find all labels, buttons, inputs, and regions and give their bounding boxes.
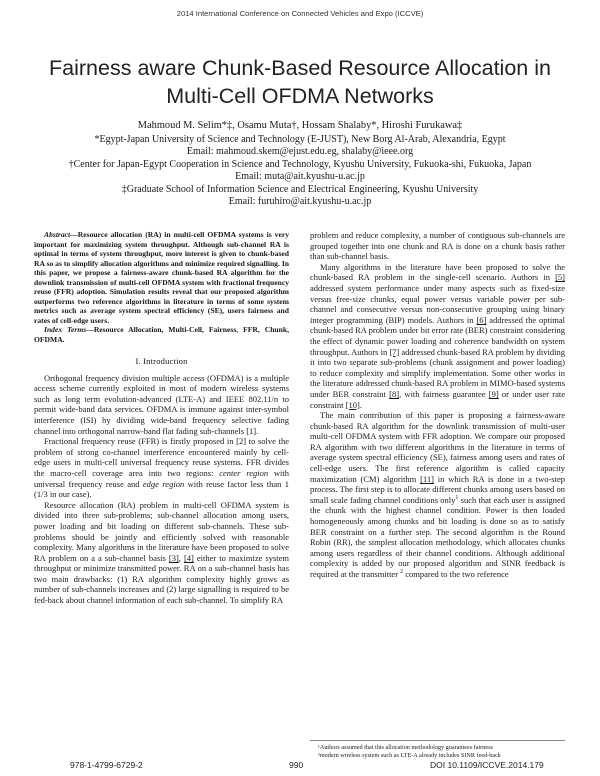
citation-link-8[interactable]: [8] [389,388,400,399]
right-paragraph-2 [310,262,565,410]
index-terms-lead: Index Terms [44,325,87,334]
text-span: , with fairness guarantee [399,388,489,399]
author-block [40,120,560,209]
email-2: Email: muta@ait.kyushu-u.ac.jp [235,171,365,182]
abstract [34,230,289,325]
text-span: such that each user is assigned the chunk with the highest channel condition. Power is then loaded homogeneously among chunks and bit loading is done so as to satisfy BER constraint on a further step. The second algorithm is the Round Robin (RR), the simplest allocation methodology, which allocates chunks among users regardless of their channel conditions. Although additional complexity is added by our proposed algorithm and SINR feedback is required at the transmitter [310,494,565,579]
text-span: , [178,552,184,563]
right-column [310,230,565,580]
abstract-lead: Abstract [44,230,71,239]
text-span: Fractional frequency reuse (FFR) is firstly proposed in [2] to solve the problem of strong co-channel interference encountered mainly by cell-edge users in multi-cell universal frequency reuse systems. FFR divides the macro-cell coverage area into two regions: [34,436,289,478]
text-span: addressed system performance under many aspects such as fixed-size versus free-size chunks, equal power versus variable power per sub-channel and consecutive versus non-consecutive grouping using binary integer programming (BIP) models. Authors in [310,282,565,325]
footnote-mark-1[interactable]: 1 [455,495,459,502]
footnote-mark-2[interactable]: 2 [400,569,404,576]
section-heading-introduction: I. Introduction [135,356,188,366]
text-span: with reuse factor less than 1 (1/3 in our case). [34,478,290,500]
footer-isbn: 978-1-4799-6729-2 [70,760,143,770]
citation-link-10[interactable]: [10] [345,399,360,410]
text-span: compared to the two reference [403,569,509,579]
citation-link-5[interactable]: [5] [555,272,565,283]
intro-paragraph-3 [34,500,289,606]
text-span: . [359,399,362,410]
text-span: addressed chunk-based RA problem by dividing it into two separate sub-problems (chunk assignment and power loading) to reduce complexity and simplify implementation. Some other works in the literature addressed chunk-based RA problem in MIMO-based systems under BER constraint [310,346,565,399]
citation-link-6[interactable]: [6] [476,314,487,325]
title-line-2: Multi-Cell OFDMA Networks [166,84,434,108]
text-span: Many algorithms in the literature have been proposed to solve the chunk-based RA problem in the single-cell scenario. Authors in [310,261,565,283]
email-3: Email: furuhiro@ait.kyushu-u.ac.jp [228,196,372,207]
citation-link-7[interactable]: [7] [389,346,400,357]
citation-link-3[interactable]: [3] [168,552,179,563]
left-column [34,230,289,606]
citation-link-9[interactable]: [9] [488,388,499,399]
text-span: addressed the optimal chunk-based RA problem under bit error rate (BER) constraint considering the effect of dynamic power loading and coherence bandwidth on system throughput. Authors in [310,314,566,357]
title-line-1: Fairness aware Chunk-Based Resource Allocation in [49,56,551,80]
footnote-2: ²modern wireless system such as LTE-A already includes SINR feed-back [318,751,501,759]
intro-paragraph-1: Orthogonal frequency division multiple access (OFDMA) is a multiple access scheme currently exploited in most of modern wireless systems such as long term evolution-advanced (LTE-A) and IEEE 802.11/n to permit wide-band data services. OFDMA is immune against inter-symbol interference (ISI) by dividing wide-band frequency selective fading channel into orthogonal narrow-band flat fading sub-channels [1]. [34,372,289,436]
author-names: Mahmoud M. Selim*‡, Osamu Muta†, Hossam Shalaby*, Hiroshi Furukawa‡ [137,120,463,131]
edge-region-term: edge region [142,478,185,489]
conference-header: 2014 International Conference on Connected Vehicles and Expo (ICCVE) [176,9,424,18]
affiliation-1: *Egypt-Japan University of Science and Technology (E-JUST), New Borg Al-Arab, Alexandria, Egypt [94,133,506,145]
paper-title [20,54,580,110]
footnotes [310,740,565,759]
citation-link-4[interactable]: [4] [183,552,194,563]
index-terms-text: —Resource Allocation, Multi-Cell, Fairness, FFR, Chunk, OFDMA. [34,325,290,344]
text-span: with universal frequency reuse and [34,467,289,489]
text-span: The main contribution of this paper is proposing a fairness-aware chunk-based RA algorithm for the downlink transmission of multi-user multi-cell OFDMA system with FFR adoption. We compare our proposed RA algorithm with two different algorithms in the literature in terms of average system spectral efficiency (SE), fairness among users and rates of cell-edge users. The first reference algorithm is called capacity maximization (CM) algorithm [310,410,565,484]
footnote-1: ¹Authors assumed that this allocation methodology guarantees fairness [318,744,493,751]
text-span: Resource allocation (RA) problem in multi-cell OFDMA system is divided into three sub-problems; sub-channel allocation among users, power loading and bit loading on different sub-channels. These sub-problems should be jointly and efficiently solved with reasonable complexity. Many algorithms in the literature have been proposed to solve RA problem on a a sub-channel basis [34,499,289,563]
footer-page-number: 990 [289,760,304,770]
right-paragraph-3 [310,410,565,580]
text-span: or under user rate constraint [310,388,565,410]
affiliation-2: †Center for Japan-Egypt Cooperation in Science and Technology, Kyushu University, Fukuoka-shi, Fukuoka, Japan [68,158,532,170]
citation-link-11[interactable]: [11] [420,473,434,484]
email-1: Email: mahmoud.skem@ejust.edu.eg, shalaby@ieee.org [186,146,414,157]
affiliation-3: ‡Graduate School of Information Science and Electrical Engineering, Kyushu University [121,183,479,195]
text-span: either to maximize system throughput or minimize transmitted power. RA on a sub-channel basis has two main drawbacks: (1) RA algorithm complexity highly grows as number of sub-channels increases and (2) large signalling is required to be fed-back about channel information of each sub-channel. To simplify RA [34,552,289,606]
footer-doi[interactable]: DOI 10.1109/ICCVE.2014.179 [430,760,544,770]
text-span: in which RA is done in a two-step process. The first step is to allocate different chunks among users based on small scale fading channel conditions only [310,473,565,505]
intro-paragraph-2 [34,436,289,500]
right-paragraph-1: problem and reduce complexity, a number of contiguous sub-channels are grouped together into one chunk and RA is done on a chunk basis rather than sub-channel basis. [310,230,565,262]
index-terms [34,325,289,344]
abstract-text: —Resource allocation (RA) in multi-cell OFDMA systems is very important for maximizing system throughput. Although sub-channel RA is optimal in terms of system throughput, more interest is given to chunk-based RA so as to simplify allocation algorithms and minimize required signalling. In this paper, we propose a fairness-aware chunk-based RA algorithm for the downlink transmission of multi-cell OFDMA system with fractional frequency reuse (FFR) adoption. Simulation results reveal that our proposed algorithm outperforms two reference algorithms in literature in terms of some system metrics such as average system spectral efficiency (SE), users fairness and rates of cell-edge users. [34,230,289,325]
center-region-term: center region [219,467,269,478]
